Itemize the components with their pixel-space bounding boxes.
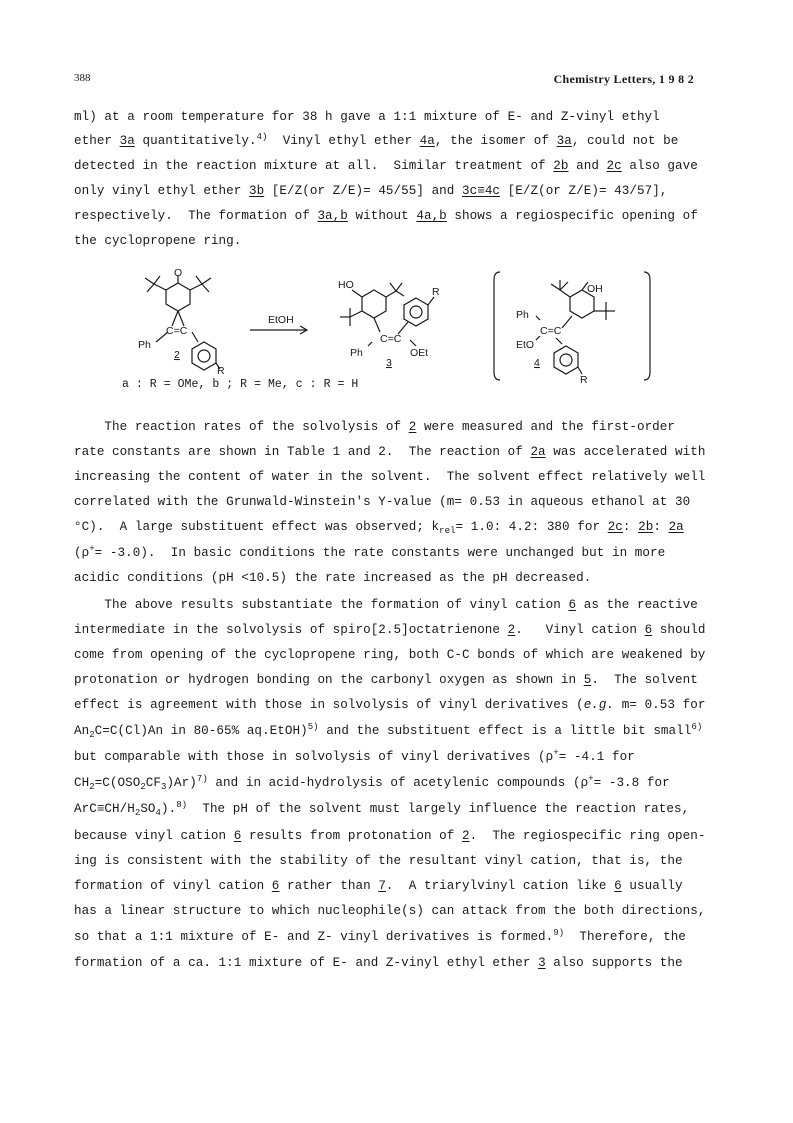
- compound-ref: 6: [271, 879, 280, 893]
- compound-ref: 2: [507, 623, 516, 637]
- text: ArC≡CH/H: [74, 802, 135, 816]
- reagent-label: EtOH: [268, 314, 294, 326]
- text: and the substituent effect is a little bit small: [318, 724, 692, 738]
- equivalence-symbol: ≡: [477, 184, 485, 198]
- phenyl-label: Ph: [516, 309, 529, 321]
- text-line: [74, 209, 698, 223]
- subscript: 4: [155, 808, 161, 818]
- compound-ref: 2a: [668, 520, 684, 534]
- text: . Vinyl cation: [515, 623, 645, 637]
- text-line: acidic conditions (pH <10.5) the rate increased as the pH decreased.: [74, 571, 592, 585]
- text-line: come from opening of the cyclopropene ring, both C-C bonds of which are weakened by: [74, 648, 706, 662]
- compound-ref: 4a: [419, 134, 435, 148]
- text: formation of a ca. 1:1 mixture of E- and Z-vinyl ethyl ether: [74, 956, 539, 970]
- text-line: [74, 776, 670, 790]
- text: =C(OSO: [94, 776, 141, 790]
- text: only vinyl ethyl ether: [74, 184, 249, 198]
- compound-ref: 2c: [606, 159, 622, 173]
- compound-ref: 3a,b: [317, 209, 348, 223]
- text-line: [74, 445, 705, 459]
- superscript: +: [89, 544, 95, 554]
- subscript: 2: [89, 782, 95, 792]
- text: :: [653, 520, 669, 534]
- text-line: correlated with the Grunwald-Winstein's Y-value (m= 0.53 in aqueous ethanol at 30: [74, 495, 691, 509]
- italic-text: e.g.: [583, 698, 615, 712]
- compound-number: 4: [534, 357, 540, 369]
- compound-ref: 2b: [553, 159, 569, 173]
- journal-header: Chemistry Letters, 1 9 8 2: [553, 72, 694, 86]
- text: Therefore, the: [564, 930, 686, 944]
- ring-3-phenol: [362, 290, 386, 318]
- compound-ref: 4c: [484, 184, 501, 198]
- text-line: ml) at a room temperature for 38 h gave a 1:1 mixture of E- and Z-vinyl ethyl: [74, 110, 660, 124]
- compound-ref: 2a: [530, 445, 546, 459]
- text: The reaction rates of the solvolysis of: [74, 420, 409, 434]
- text-line: [74, 956, 683, 970]
- text: (ρ: [74, 546, 90, 560]
- text: = -3.0). In basic conditions the rate constants were unchanged but in more: [94, 546, 666, 560]
- alkene-label: C=C: [540, 325, 562, 337]
- text-line: [74, 184, 667, 198]
- text: usually: [621, 879, 683, 893]
- text-line: [74, 724, 702, 738]
- text: rather than: [279, 879, 379, 893]
- citation: 6): [691, 722, 703, 732]
- citation: 7): [196, 774, 208, 784]
- phenyl-label: Ph: [138, 339, 151, 351]
- text-line: [74, 829, 705, 843]
- text: , could not be: [571, 134, 679, 148]
- subscript: rel: [439, 526, 456, 536]
- text: :: [622, 520, 639, 534]
- text-line: [74, 879, 683, 893]
- text-line: [74, 930, 686, 944]
- text: effect is agreement with those in solvolysis of vinyl derivatives (: [74, 698, 584, 712]
- text-line: [74, 623, 705, 637]
- text: ).: [161, 802, 177, 816]
- compound-ref: 4a,b: [416, 209, 447, 223]
- alkene-label: C=C: [166, 325, 188, 337]
- compound-ref: 3a: [119, 134, 135, 148]
- text: protonation or hydrogen bonding on the carbonyl oxygen as shown in: [74, 673, 584, 687]
- subscript: 2: [89, 730, 95, 740]
- subscript: 2: [140, 782, 146, 792]
- oxygen-label: O: [174, 268, 183, 279]
- text: so that a 1:1 mixture of E- and Z- vinyl derivatives is formed.: [74, 930, 554, 944]
- text: [E/Z(or Z/E)= 43/57],: [500, 184, 668, 198]
- text: and in acid-hydrolysis of acetylenic compounds (ρ: [207, 776, 589, 790]
- text: CF: [145, 776, 161, 790]
- compound-ref: 2: [462, 829, 470, 843]
- superscript: +: [588, 774, 594, 784]
- ring-4-aryl: [554, 346, 578, 374]
- text: m= 0.53 for: [614, 698, 706, 712]
- compound-ref: 3: [538, 956, 546, 970]
- text: quantitatively.: [134, 134, 257, 148]
- text-line: ing is consistent with the stability of the resultant vinyl cation, that is, the: [74, 854, 683, 868]
- text: detected in the reaction mixture at all. Similar treatment of: [74, 159, 554, 173]
- text-line: has a linear structure to which nucleophile(s) can attack from the both directions,: [74, 904, 706, 918]
- compound-number: 3: [386, 357, 392, 369]
- text-line: [74, 420, 675, 434]
- compound-ref: 6: [568, 598, 577, 612]
- reaction-scheme-drawing: [110, 268, 670, 396]
- text: An: [74, 724, 90, 738]
- subscript: 3: [161, 782, 167, 792]
- text-line: [74, 159, 698, 173]
- hydroxy-label: OH: [587, 283, 603, 295]
- text: intermediate in the solvolysis of spiro[2.5]octatrienone: [74, 623, 508, 637]
- compound-ref: 6: [233, 829, 242, 843]
- compound-ref: 6: [614, 879, 622, 893]
- text: as the reactive: [576, 598, 698, 612]
- text: C=C(Cl)An in 80-65% aq.EtOH): [94, 724, 308, 738]
- text: . The regiospecific ring open-: [469, 829, 706, 843]
- phenyl-label: Ph: [350, 347, 363, 359]
- text-line: [74, 546, 665, 560]
- text: also gave: [621, 159, 698, 173]
- text-line: [74, 673, 698, 687]
- text-line: [74, 698, 705, 712]
- citation: 5): [307, 722, 319, 732]
- text-line: [74, 802, 689, 816]
- compound-ref: 3c: [462, 184, 478, 198]
- compound-ref: 3b: [248, 184, 265, 198]
- substituent-label: R: [432, 286, 440, 298]
- text: [E/Z(or Z/E)= 45/55] and: [264, 184, 462, 198]
- ethoxy-label: OEt: [410, 347, 429, 359]
- citation: 9): [553, 928, 565, 938]
- compound-ref: 2c: [607, 520, 623, 534]
- text-line: the cyclopropene ring.: [74, 234, 242, 248]
- text: because vinyl cation: [74, 829, 234, 843]
- ring-2-aryl: [192, 342, 216, 370]
- text: The pH of the solvent must largely influence the reaction rates,: [187, 802, 690, 816]
- substituent-label: R: [580, 374, 588, 386]
- text: but comparable with those in solvolysis of vinyl derivatives (ρ: [74, 750, 554, 764]
- text: also supports the: [545, 956, 683, 970]
- hydroxy-label: HO: [338, 279, 354, 291]
- ring-2-top: [166, 283, 190, 311]
- text: rate constants are shown in Table 1 and 2. The reaction of: [74, 445, 531, 459]
- citation: 4): [256, 132, 268, 142]
- text: , the isomer of: [434, 134, 557, 148]
- compound-number: 2: [174, 349, 180, 361]
- text: = -3.8 for: [593, 776, 670, 790]
- text-line: [74, 520, 684, 534]
- text: respectively. The formation of: [74, 209, 318, 223]
- text: shows a regiospecific opening of: [446, 209, 698, 223]
- text: results from protonation of: [241, 829, 462, 843]
- text: without: [347, 209, 417, 223]
- superscript: +: [553, 748, 559, 758]
- text-line: increasing the content of water in the solvent. The solvent effect relatively well: [74, 470, 706, 484]
- text: SO: [140, 802, 156, 816]
- text: and: [568, 159, 607, 173]
- compound-ref: 7: [378, 879, 386, 893]
- ethoxy-label: EtO: [516, 339, 535, 351]
- substituent-label: R: [217, 365, 225, 377]
- compound-ref: 3a: [556, 134, 572, 148]
- compound-ref: 6: [644, 623, 653, 637]
- text: was accelerated with: [545, 445, 706, 459]
- text: Vinyl ethyl ether: [267, 134, 420, 148]
- text-line: [74, 598, 698, 612]
- text-line: [74, 134, 678, 148]
- text: °C). A large substituent effect was observed; k: [74, 520, 440, 534]
- text: . A triarylvinyl cation like: [385, 879, 615, 893]
- text: ether: [74, 134, 120, 148]
- compound-ref: 5: [583, 673, 592, 687]
- page-number: 388: [74, 72, 91, 84]
- text: CH: [74, 776, 90, 790]
- citation: 8): [176, 800, 188, 810]
- text: = -4.1 for: [558, 750, 635, 764]
- text: . The solvent: [591, 673, 698, 687]
- compound-ref: 2: [408, 420, 417, 434]
- alkene-label: C=C: [380, 333, 402, 345]
- text: should: [652, 623, 706, 637]
- text: = 1.0: 4.2: 380 for: [455, 520, 608, 534]
- text: were measured and the first-order: [416, 420, 675, 434]
- compound-ref: 2b: [638, 520, 654, 534]
- subscript: 2: [134, 808, 141, 818]
- text: )Ar): [166, 776, 197, 790]
- text: The above results substantiate the formation of vinyl cation: [74, 598, 569, 612]
- text: formation of vinyl cation: [74, 879, 272, 893]
- text-line: [74, 750, 635, 764]
- substituent-legend: a : R = OMe, b ; R = Me, c : R = H: [122, 378, 359, 391]
